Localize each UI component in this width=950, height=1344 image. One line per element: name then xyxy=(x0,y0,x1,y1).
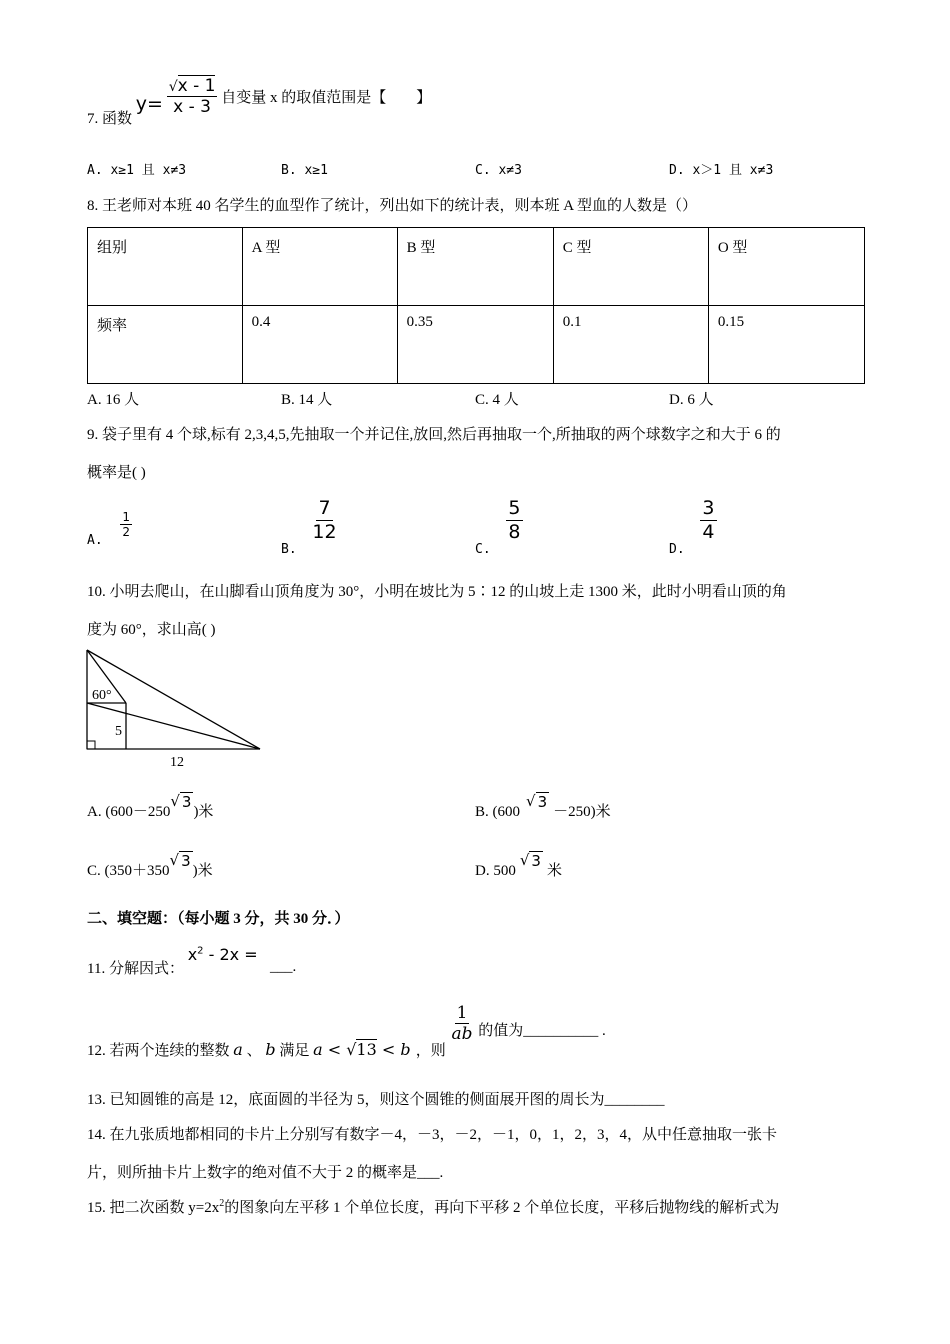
q8-stem: 8. 王老师对本班 40 名学生的血型作了统计，列出如下的统计表，则本班 A 型血的人数是（） xyxy=(87,198,698,214)
table-cell: B 型 xyxy=(397,228,553,306)
denominator: ab xyxy=(451,1024,473,1045)
q12-suffix: 的值为__________ . xyxy=(478,1023,606,1040)
option-text: D. 500 xyxy=(475,863,516,879)
angle-label: 60° xyxy=(92,688,112,703)
table-cell: 0.4 xyxy=(242,306,397,384)
numerator: 1 xyxy=(122,510,131,524)
question-12 xyxy=(87,1003,606,1060)
table-cell: 0.15 xyxy=(708,306,864,384)
q10-option-c[interactable] xyxy=(87,851,213,879)
sqrt-3 xyxy=(526,792,549,811)
table-row xyxy=(88,228,865,306)
q7-option-d[interactable]: D. x＞1 且 x≠3 xyxy=(669,163,774,178)
q11-expression xyxy=(188,945,258,964)
question-7 xyxy=(87,76,432,128)
table-cell: 0.1 xyxy=(553,306,708,384)
q12-inequality xyxy=(313,1040,416,1059)
slope-figure xyxy=(84,648,266,772)
option-label: D. xyxy=(669,541,685,557)
radical-sign: √ xyxy=(170,792,180,810)
right-angle-marker xyxy=(87,741,95,749)
q9-option-b[interactable] xyxy=(281,497,339,557)
option-label: A. xyxy=(87,533,103,549)
q14-line1: 14. 在九张质地都相同的卡片上分别写有数字－4，－3，－2，－1，0，1，2，3，4，从中任意抽取一张卡 xyxy=(87,1127,778,1143)
radical-sign: √ xyxy=(346,1040,357,1060)
q11-rest: - 2x = xyxy=(203,945,258,964)
numerator: 3 xyxy=(702,497,715,519)
q12-fraction xyxy=(449,1003,474,1045)
denominator: 4 xyxy=(702,520,715,543)
q12-mid: 满足 xyxy=(279,1043,310,1060)
option-label: B. xyxy=(281,541,297,557)
table-cell: 频率 xyxy=(88,306,243,384)
table-row xyxy=(88,306,865,384)
vertical-label: 5 xyxy=(115,724,122,739)
q9-fraction-c xyxy=(506,497,522,544)
q9-option-d[interactable] xyxy=(669,497,717,557)
option-text: 米 xyxy=(546,863,562,879)
radicand: 3 xyxy=(181,852,191,870)
q8-option-c[interactable]: C. 4 人 xyxy=(475,392,519,408)
q10-option-d[interactable] xyxy=(475,851,562,879)
question-11 xyxy=(87,945,258,977)
radicand: 3 xyxy=(181,793,192,811)
numerator: 7 xyxy=(318,497,331,519)
option-text: －250)米 xyxy=(553,804,611,820)
q8-option-d[interactable]: D. 6 人 xyxy=(669,392,714,408)
table-cell: 组别 xyxy=(88,228,243,306)
slope-line xyxy=(87,703,260,749)
radical-sign: √ xyxy=(519,851,530,869)
q9-stem-line1: 9. 袋子里有 4 个球,标有 2,3,4,5,先抽取一个并记住,放回,然后再抽取一个,所抽取的两个球数字之和大于 6 的 xyxy=(87,427,781,443)
q7-option-a[interactable]: A. x≥1 且 x≠3 xyxy=(87,163,187,178)
q12-ineq-b: b xyxy=(400,1040,411,1060)
q12-var-a: a xyxy=(233,1040,243,1060)
option-text: C. (350＋350 xyxy=(87,863,170,879)
radicand: 3 xyxy=(537,793,548,811)
q7-denominator: x - 3 xyxy=(173,97,211,118)
option-label: C. xyxy=(475,541,491,557)
table-cell: O 型 xyxy=(708,228,864,306)
radicand: 13 xyxy=(356,1040,377,1060)
question-15 xyxy=(87,1198,779,1217)
q7-prefix: 7. 函数 xyxy=(87,111,133,128)
option-text: A. (600－250 xyxy=(87,804,171,820)
base-label: 12 xyxy=(170,755,184,770)
option-text: )米 xyxy=(192,863,213,879)
table-cell: 0.35 xyxy=(397,306,553,384)
q7-option-c[interactable]: C. x≠3 xyxy=(475,163,522,178)
question-13: 13. 已知圆锥的高是 12，底面圆的半径为 5，则这个圆锥的侧面展开图的周长为________ xyxy=(87,1092,665,1108)
q9-fraction-d xyxy=(700,497,716,544)
table-cell: C 型 xyxy=(553,228,708,306)
q12-lt: < xyxy=(376,1040,401,1060)
option-text: )米 xyxy=(193,804,214,820)
option-text: B. (600 xyxy=(475,804,520,820)
numerator: 1 xyxy=(456,1003,468,1023)
q11-prefix: 11. 分解因式： xyxy=(87,961,184,977)
q11-exponent: 2 xyxy=(197,945,204,957)
q9-option-c[interactable] xyxy=(475,497,523,557)
q12-prefix: 12. 若两个连续的整数 xyxy=(87,1043,230,1060)
q7-numerator: √x - 1 xyxy=(168,76,216,96)
q9-stem-line2: 概率是( ) xyxy=(87,465,146,481)
q11-x: x xyxy=(187,945,198,964)
q7-option-b[interactable]: B. x≥1 xyxy=(281,163,328,178)
q10-stem-line1: 10. 小明去爬山，在山脚看山顶角度为 30°，小明在坡比为 5∶12 的山坡上走 1300 米，此时小明看山顶的角 xyxy=(87,584,787,600)
q7-suffix: 自变量 x 的取值范围是【 】 xyxy=(221,90,432,107)
q15-exponent: 2 xyxy=(219,1198,225,1209)
table-cell: A 型 xyxy=(242,228,397,306)
denominator: 2 xyxy=(122,525,131,540)
radical-sign: √ xyxy=(526,792,536,810)
section-2-title: 二、填空题：（每小题 3 分，共 30 分．） xyxy=(87,911,350,927)
q9-fraction-a xyxy=(120,510,132,540)
sqrt-3 xyxy=(170,851,193,870)
q7-y: y= xyxy=(135,93,163,116)
q8-option-b[interactable]: B. 14 人 xyxy=(281,392,333,408)
blood-type-table xyxy=(87,227,865,384)
sqrt-3 xyxy=(170,792,193,811)
q12-var-b: b xyxy=(265,1040,276,1060)
sight-line-30 xyxy=(87,650,260,749)
q7-fraction xyxy=(167,76,218,118)
q10-option-a[interactable] xyxy=(87,792,214,820)
denominator: 8 xyxy=(508,520,521,543)
q12-sep: 、 xyxy=(246,1043,262,1060)
q10-stem-line2: 度为 60°，求山高( ) xyxy=(87,622,216,638)
q14-line2: 片，则所抽卡片上数字的绝对值不大于 2 的概率是___. xyxy=(87,1165,444,1181)
q12-then: ，则 xyxy=(415,1043,446,1060)
q15-post: 的图象向左平移 1 个单位长度，再向下平移 2 个单位长度，平移后抛物线的解析式为 xyxy=(224,1200,780,1216)
q11-blank[interactable]: ___. xyxy=(270,959,297,975)
q12-ineq-a: a xyxy=(313,1040,323,1060)
numerator: 5 xyxy=(508,497,521,519)
sqrt-3 xyxy=(520,851,543,870)
q9-fraction-b xyxy=(310,497,338,544)
q8-option-a[interactable]: A. 16 人 xyxy=(87,392,140,408)
q9-option-a[interactable] xyxy=(87,510,132,549)
radicand: 3 xyxy=(531,852,541,870)
q12-lt: < xyxy=(322,1040,347,1060)
radical-sign: √ xyxy=(169,851,180,869)
q15-pre: 15. 把二次函数 y=2x xyxy=(87,1200,220,1216)
q10-option-b[interactable] xyxy=(475,792,611,820)
denominator: 12 xyxy=(312,520,337,543)
